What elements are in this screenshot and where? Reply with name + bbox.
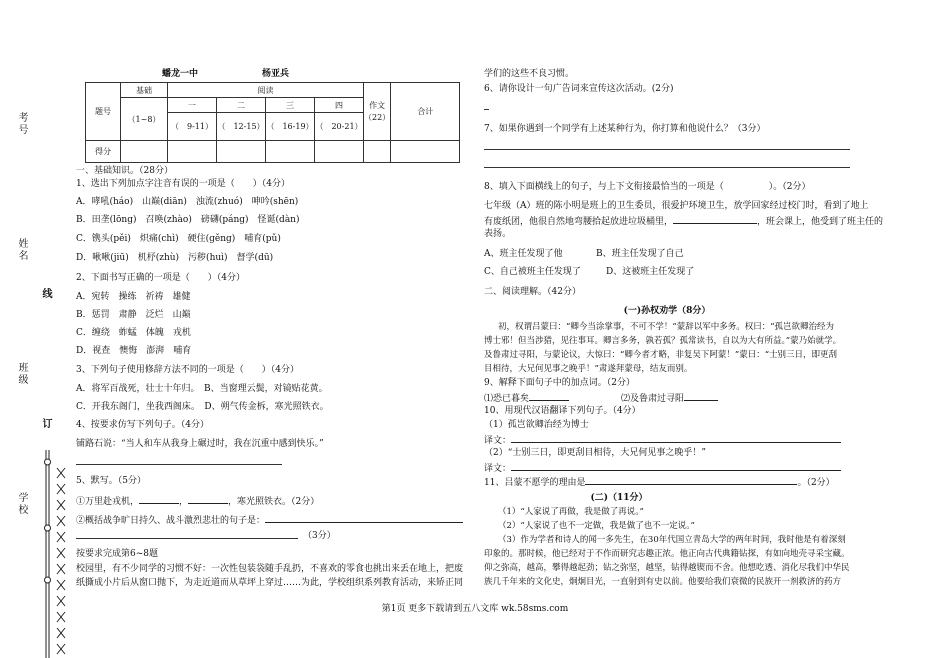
question-3: 3、下列句子使用修辞方法不同的一项是（ ）（4分） xyxy=(76,365,299,375)
cell-tihao: 题号 xyxy=(86,83,121,141)
q11-score: 。（2分） xyxy=(797,478,835,488)
label-kaohao: 考号 xyxy=(16,112,27,136)
q10-item-2: （2）“士别三日，即更刮目相待，大兄何见事之晚乎！” xyxy=(484,448,706,458)
teacher-name: 杨亚兵 xyxy=(262,69,290,79)
q8-option-b: B、班主任发现了自己 xyxy=(596,249,684,259)
reading-2-title: (二)（11分） xyxy=(590,493,648,503)
score-er[interactable] xyxy=(217,141,266,163)
reading-2-line-5: 仰之弥高，越高，攀得越起劲；钻之弥坚，越坚，钻得越锲而不舍。他想吃透、消化尽我们中华民 xyxy=(484,563,850,573)
score-yi[interactable] xyxy=(168,141,217,163)
cell-yi: 一 xyxy=(168,98,217,113)
q2-option-a: A．宛转 操练 祈祷 雄健 xyxy=(76,292,191,302)
q3-option-ab: A．将军百战死，壮士十年归。 B、当窗理云鬓，对镜贴花黄。 xyxy=(76,384,328,394)
zuowen-label: 作文 xyxy=(369,100,386,110)
cell-er: 二 xyxy=(217,98,266,113)
reading-1-line-4: 目相待，大兄何见事之晚乎！”肃遂拜蒙母，结友而别。 xyxy=(484,364,693,374)
q5-answer-line[interactable] xyxy=(76,538,298,539)
cell-zuowen xyxy=(364,83,391,141)
q1-option-d: D．啾啾(jiū) 机杼(zhù) 污秽(huì) 督学(dū) xyxy=(76,253,274,263)
question-7: 7、如果你遇到一个同学有上述某种行为，你打算和他说什么？（3分） xyxy=(484,124,766,134)
score-heji[interactable] xyxy=(391,141,460,163)
q5-blank-1[interactable] xyxy=(139,494,179,504)
q7-answer-line-2[interactable] xyxy=(484,167,850,168)
cell-jichu: 基础 xyxy=(121,83,168,98)
label-xingming: 姓名 xyxy=(16,238,27,262)
q10-translation-2 xyxy=(484,461,841,475)
q1-option-a: A．哮吼(háo) 山巅(diān) 浊流(zhuó) 呻吟(shēn) xyxy=(76,197,299,207)
cell-yuedu: 阅读 xyxy=(168,83,364,98)
q8-blank[interactable] xyxy=(673,214,757,224)
q11-text: 11、吕蒙不愿学的理由是 xyxy=(484,478,586,488)
passage-line-1: 校园里，有不少同学的习惯不好：一次性包装袋随手乱扔，不喜欢的零食也挑出来丢在地上，把废 xyxy=(76,564,464,574)
q10-translation-1 xyxy=(484,433,841,447)
cell-jichu-range: （1~8） xyxy=(121,98,168,141)
q8-passage-2b: ，班会课上，他受到了班主任的 xyxy=(757,217,884,227)
q9-items xyxy=(484,391,718,405)
passage-continued: 学们的这些不良习惯。 xyxy=(484,69,575,79)
q2-option-b: B．惩罚 肃静 泛烂 山巅 xyxy=(76,310,191,320)
label-ding: 订 xyxy=(40,418,51,430)
cell-san: 三 xyxy=(266,98,315,113)
q5-item-2 xyxy=(76,513,463,527)
q1-option-c: C．镌头(pěi) 炽痛(chì) 硬住(gěng) 哺育(pǔ) xyxy=(76,234,281,244)
zuowen-range: （22） xyxy=(364,112,391,122)
q5-blank-2[interactable] xyxy=(188,494,228,504)
passage-line-2: 纸撕成小片后从窗口抛下，为走近道而从草坪上穿过……为此，学校组织系列教育活动，来矫正同 xyxy=(76,578,464,588)
cell-range-3: （ 16-19） xyxy=(266,113,315,141)
q5-blank-3[interactable] xyxy=(265,513,463,523)
binding-line-decoration xyxy=(36,450,72,658)
score-zuowen[interactable] xyxy=(364,141,391,163)
score-jichu[interactable] xyxy=(121,141,168,163)
q8-option-a: A、班主任发现了他 xyxy=(484,249,563,259)
q5-item-2-text: ②概括战争旷日持久、战斗激烈悲壮的句子是： xyxy=(76,516,266,526)
q6-answer-line[interactable] xyxy=(484,109,489,110)
q8-passage-2 xyxy=(484,214,883,228)
reading-1-line-2: 博士邪！但当涉猎，见往事耳。卿言多务，孰若孤？孤常读书，自以为大有所益。”蒙乃始就学。 xyxy=(484,336,842,346)
q5-item-1-part2: ， xyxy=(179,497,189,507)
reading-1-line-1: 初，权谓吕蒙曰：“卿今当涂掌事，不可不学！”蒙辞以军中多务。权曰：“孤岂欲卿治经为 xyxy=(498,322,835,332)
q8-option-d: D、这被班主任发现了 xyxy=(606,267,695,277)
q10-blank-1[interactable] xyxy=(511,433,841,443)
q9-blank-2[interactable] xyxy=(684,391,718,401)
score-table xyxy=(85,82,460,163)
section-1-title: 一、基础知识。（28分） xyxy=(76,166,173,176)
score-san[interactable] xyxy=(266,141,315,163)
q8-option-c: C、自己被班主任发现了 xyxy=(484,267,581,277)
reading-2-line-6: 族几千年来的文化史，炯炯目光，一直射到有史以前。他要给我们衰微的民族开一剂救济的药方 xyxy=(484,577,842,587)
question-2: 2、下面书写正确的一项是（ ）（4分） xyxy=(76,273,245,283)
q11-blank[interactable] xyxy=(585,475,797,485)
q9-blank-1[interactable] xyxy=(529,391,569,401)
cell-range-1: （ 9-11） xyxy=(168,113,217,141)
question-10: 10、用现代汉语翻译下列句子。（4分） xyxy=(484,406,641,416)
label-xian: 线 xyxy=(40,288,51,300)
reading-2-line-2: （2）“人家说了也不一定做，我是做了也不一定说。” xyxy=(498,521,695,531)
q10-blank-2[interactable] xyxy=(511,461,841,471)
q5-item-1-part1: ①万里赴戎机， xyxy=(76,497,140,507)
q9-item-1: ⑴恐已暮矣 xyxy=(484,394,530,404)
cell-range-2: （ 12-15） xyxy=(217,113,266,141)
reading-2-line-4: 印象的。那时候，他已经对于不作而研究志趣正浓。他正向古代典籍钻探，有如向地壳寻采宝藏。 xyxy=(484,549,850,559)
score-si[interactable] xyxy=(315,141,364,163)
q4-sentence: 铺路石说：“当人和车从我身上碾过时，我在沉重中感到快乐。” xyxy=(76,439,324,449)
cell-si: 四 xyxy=(315,98,364,113)
question-1: 1、选出下列加点字注音有误的一项是（ ）（4分） xyxy=(76,179,290,189)
q10-translation-label-1: 译文： xyxy=(484,436,512,446)
question-9: 9、解释下面句子中的加点词。（2分） xyxy=(484,378,635,388)
cell-defen: 得分 xyxy=(86,141,121,163)
q8-passage-2a: 有废纸团，他很自然地弯腰拾起放进垃圾桶里， xyxy=(484,217,674,227)
reading-1-title: (一)孙权劝学（8分） xyxy=(623,306,711,316)
q3-option-cd: C．开我东阁门，坐我西阁床。 D、朔气传金柝，寒光照铁衣。 xyxy=(76,402,329,412)
q9-item-2: ⑵及鲁肃过寻阳 xyxy=(621,394,685,404)
q10-item-1: （1）孤岂欲卿治经为博士 xyxy=(484,420,589,430)
cell-heji: 合计 xyxy=(391,83,460,141)
q5-item-2-score: （3分） xyxy=(303,531,336,541)
q1-option-b: B．田垄(lōng) 召唤(zhào) 磅礴(páng) 怪诞(dàn) xyxy=(76,215,300,225)
school-name: 蟠龙一中 xyxy=(162,69,199,79)
question-11 xyxy=(484,475,835,489)
q5-item-1 xyxy=(76,494,319,508)
q2-option-c: C．缠绕 蚱蜢 体魄 戎机 xyxy=(76,328,191,338)
cell-range-4: （ 20-21） xyxy=(315,113,364,141)
question-8: 8、填入下面横线上的句子，与上下文衔接最恰当的一项是（ ）。（2分） xyxy=(484,182,811,192)
label-xuexiao: 学校 xyxy=(16,492,27,516)
question-5: 5、默写。（5分） xyxy=(76,476,146,486)
reading-2-line-1: （1）“人家说了再做，我是做了再说。” xyxy=(498,507,644,517)
q8-passage-3: 表扬。 xyxy=(484,229,512,239)
section-2-title: 二、阅读理解。（42分） xyxy=(484,287,581,297)
q4-answer-line[interactable] xyxy=(76,464,282,465)
q2-option-d: D．视查 懊悔 澎湃 哺育 xyxy=(76,346,192,356)
q8-passage-1: 七年级（A）班的陈小明是班上的卫生委员，很爱护环境卫生，放学回家经过校门时，看到了地上 xyxy=(484,201,869,211)
reading-1-line-3: 及鲁肃过寻阳，与蒙论议，大惊曰：“卿今者才略，非复吴下阿蒙！”蒙曰：“士别三日，即更刮 xyxy=(484,350,838,360)
q10-translation-label-2: 译文： xyxy=(484,464,512,474)
page-footer: 第1页 更多下载请到五八文库 wk.58sms.com xyxy=(381,604,569,614)
question-4: 4、按要求仿写下列句子。（4分） xyxy=(76,420,209,430)
q68-instruction: 按要求完成第6~8题 xyxy=(76,549,158,559)
label-banji: 班级 xyxy=(16,362,27,386)
question-6: 6、请你设计一句广告词来宣传这次活动。(2分) xyxy=(484,84,674,94)
q7-answer-line-1[interactable] xyxy=(484,149,850,150)
reading-2-line-3: （3）作为学者和诗人的闻一多先生，在30年代国立青岛大学的两年时间，我时他是有着深刻 xyxy=(498,535,846,545)
q5-item-1-part3: ，寒光照铁衣。（2分） xyxy=(228,497,320,507)
